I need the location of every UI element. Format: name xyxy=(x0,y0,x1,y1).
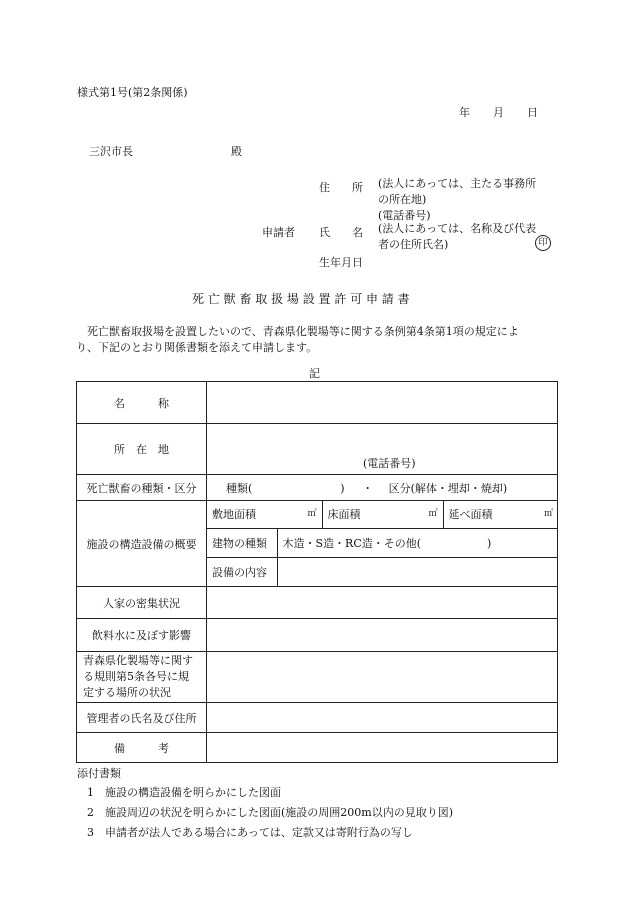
equipment-label-cell: 設備の内容 xyxy=(207,557,277,586)
location-label-cell: 所 在 地 xyxy=(77,424,207,475)
kind-category-value: 区分(解体・埋却・焼却) xyxy=(388,481,508,495)
manager-input-cell[interactable] xyxy=(207,703,558,733)
rule-label-line2: る規則第5条各号に規 xyxy=(83,670,189,683)
application-form-table xyxy=(76,381,558,763)
location-input-cell[interactable] xyxy=(207,424,558,475)
name-label: 氏 名 xyxy=(319,226,363,239)
birthdate-label: 生年月日 xyxy=(319,256,363,269)
row-rule xyxy=(77,652,558,703)
date-day: 日 xyxy=(527,106,538,119)
building-type-value-cell[interactable] xyxy=(277,528,558,557)
total-area-unit: ㎡ xyxy=(544,509,554,520)
attachment-item-3: 3 申請者が法人である場合にあっては、定款又は寄附行為の写し xyxy=(87,826,413,839)
site-area-cell[interactable] xyxy=(207,501,322,528)
attachments-heading: 添付書類 xyxy=(77,767,121,780)
kind-type-value: 種類( ) xyxy=(226,481,345,495)
name-input-cell[interactable] xyxy=(207,382,558,424)
rule-label-cell xyxy=(77,652,207,703)
rule-label-line1: 青森県化製場等に関す xyxy=(83,654,193,667)
water-label-cell: 飲料水に及ぼす影響 xyxy=(77,619,207,652)
row-location xyxy=(77,424,558,475)
address-note-line1: (法人にあっては、主たる事務所 xyxy=(378,177,537,190)
ki-mark: 記 xyxy=(309,367,320,380)
document-title: 死 亡 獣 畜 取 扱 場 設 置 許 可 申 請 書 xyxy=(192,292,410,306)
rule-input-cell[interactable] xyxy=(207,652,558,703)
manager-label-cell: 管理者の氏名及び住所 xyxy=(77,703,207,733)
name-note-line2: 者の住所氏名) xyxy=(378,238,449,251)
address-note-line2: の所在地) xyxy=(378,193,427,206)
density-input-cell[interactable] xyxy=(207,587,558,619)
body-line1: 死亡獣畜取扱場を設置したいので、青森県化製場等に関する条例第4条第1項の規定によ xyxy=(76,325,519,338)
facility-detail-cell xyxy=(207,501,558,587)
floor-area-unit: ㎡ xyxy=(428,509,438,520)
attachment-item-2: 2 施設周辺の状況を明らかにした図面(施設の周囲200m以内の見取り図) xyxy=(87,806,454,819)
form-number: 様式第1号(第2条関係) xyxy=(77,86,188,99)
building-type-label-cell: 建物の種類 xyxy=(207,528,277,557)
name-note xyxy=(378,221,536,253)
row-kind xyxy=(77,475,558,501)
row-remarks xyxy=(77,733,558,763)
remarks-label-cell: 備 考 xyxy=(77,733,207,763)
floor-area-label: 床面積 xyxy=(327,508,361,522)
body-text xyxy=(76,324,519,356)
kind-input-cell[interactable] xyxy=(207,475,558,501)
site-area-unit: ㎡ xyxy=(307,509,317,520)
facility-inner-table xyxy=(207,501,558,586)
location-phone-label: (電話番号) xyxy=(363,457,416,470)
total-area-label: 延べ面積 xyxy=(448,508,493,522)
site-area-label: 敷地面積 xyxy=(212,508,256,522)
total-area-cell[interactable] xyxy=(443,501,558,528)
address-label: 住 所 xyxy=(319,181,363,194)
kind-separator: ・ xyxy=(362,481,374,495)
floor-area-cell[interactable] xyxy=(322,501,443,528)
facility-area-row xyxy=(207,501,558,528)
kind-label-cell: 死亡獣畜の種類・区分 xyxy=(77,475,207,501)
name-label-cell: 名 称 xyxy=(77,382,207,424)
building-type-value: 木造・S造・RC造・その他( ) xyxy=(282,536,492,550)
address-note xyxy=(378,176,536,224)
addressee-mayor: 三沢市長 xyxy=(89,145,133,158)
row-facility xyxy=(77,501,558,587)
facility-label-cell: 施設の構造設備の概要 xyxy=(77,501,207,587)
rule-label-line3: 定する場所の状況 xyxy=(83,686,171,699)
row-name xyxy=(77,382,558,424)
date-month: 月 xyxy=(493,106,504,119)
building-type-row xyxy=(207,528,558,557)
phone-note: (電話番号) xyxy=(378,209,431,222)
attachment-item-1: 1 施設の構造設備を明らかにした図面 xyxy=(87,786,281,799)
applicant-label: 申請者 xyxy=(262,226,295,239)
row-manager xyxy=(77,703,558,733)
name-note-line1: (法人にあっては、名称及び代表 xyxy=(378,222,537,235)
equipment-value-cell[interactable] xyxy=(277,557,558,586)
remarks-input-cell[interactable] xyxy=(207,733,558,763)
row-density xyxy=(77,587,558,619)
body-line2: り、下記のとおり関係書類を添えて申請します。 xyxy=(76,341,318,354)
equipment-row xyxy=(207,557,558,586)
row-water xyxy=(77,619,558,652)
date-year: 年 xyxy=(459,106,470,119)
addressee-honorific: 殿 xyxy=(231,145,242,158)
seal-mark: 印 xyxy=(535,235,551,251)
water-input-cell[interactable] xyxy=(207,619,558,652)
density-label-cell: 人家の密集状況 xyxy=(77,587,207,619)
